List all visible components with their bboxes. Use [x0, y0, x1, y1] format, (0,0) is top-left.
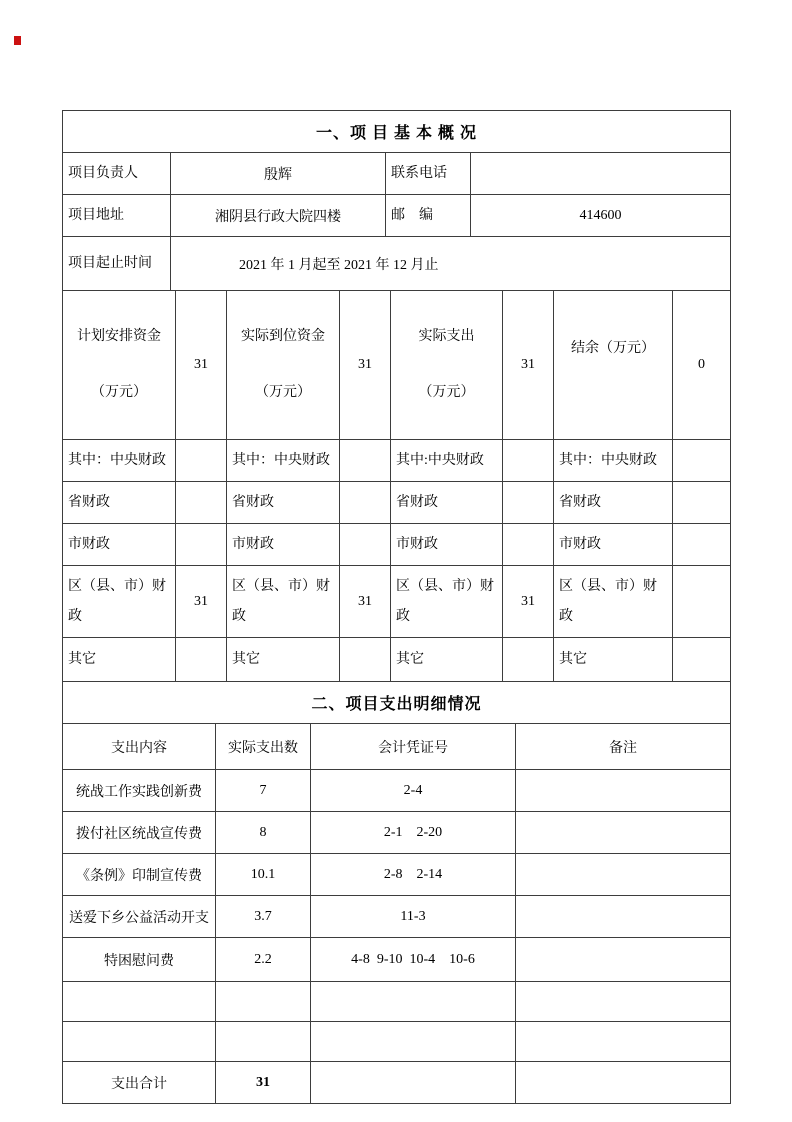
col-header-note: 备注: [516, 724, 731, 770]
provincial-finance-value: [673, 482, 731, 524]
expense-voucher: 2-1 2-20: [311, 812, 516, 854]
other-finance-label: 其它: [391, 638, 503, 682]
central-finance-label: 其中：中央财政: [227, 440, 340, 482]
expense-note: [516, 938, 731, 982]
other-finance-value: [340, 638, 391, 682]
expense-item: 送爱下乡公益活动开支: [63, 896, 216, 938]
expense-note: [516, 982, 731, 1022]
section1-title-table: [62, 110, 731, 153]
section1-title-row: [63, 111, 731, 153]
central-finance-value: [673, 440, 731, 482]
other-finance-value: [673, 638, 731, 682]
postcode-label: 邮 编: [386, 195, 471, 237]
expense-amount: [216, 982, 311, 1022]
provincial-finance-label: 省财政: [391, 482, 503, 524]
expense-item: 统战工作实践创新费: [63, 770, 216, 812]
planned-funds-label: [63, 291, 176, 440]
other-finance-row: [63, 638, 731, 682]
label-line: （万元）: [255, 385, 311, 400]
phone-label: 联系电话: [386, 153, 471, 195]
provincial-finance-value: [176, 482, 227, 524]
expense-row-empty: [63, 982, 731, 1022]
expense-item: 特困慰问费: [63, 938, 216, 982]
phone-value: [471, 153, 731, 195]
expenditure-table: [62, 723, 731, 1104]
expense-voucher: 2-4: [311, 770, 516, 812]
expense-voucher: 4-8 9-10 10-4 10-6: [311, 938, 516, 982]
section2-title-row: [63, 682, 731, 724]
provincial-finance-label: 省财政: [227, 482, 340, 524]
expense-voucher: 2-8 2-14: [311, 854, 516, 896]
other-finance-value: [176, 638, 227, 682]
label-line: 计划安排资金: [77, 329, 161, 344]
project-report-table: [62, 110, 730, 1104]
period-row: [63, 237, 731, 291]
expense-amount: 3.7: [216, 896, 311, 938]
municipal-finance-label: 市财政: [391, 524, 503, 566]
district-finance-row: [63, 566, 731, 638]
balance-value: 0: [673, 291, 731, 440]
central-finance-value: [503, 440, 554, 482]
other-finance-label: 其它: [63, 638, 176, 682]
basic-info-table: [62, 152, 731, 291]
central-finance-value: [340, 440, 391, 482]
total-row: [63, 1062, 731, 1104]
expense-item: 拨付社区统战宣传费: [63, 812, 216, 854]
section2-title-table: [62, 681, 731, 724]
leader-label: 项目负责人: [63, 153, 171, 195]
balance-label: [554, 291, 673, 440]
expense-item: [63, 982, 216, 1022]
expense-note: [516, 812, 731, 854]
received-funds-value: 31: [340, 291, 391, 440]
col-header-amount: 实际支出数: [216, 724, 311, 770]
municipal-finance-label: 市财政: [63, 524, 176, 566]
municipal-finance-value: [176, 524, 227, 566]
label-line: （万元）: [91, 385, 147, 400]
provincial-finance-label: 省财政: [63, 482, 176, 524]
leader-value: 殷辉: [171, 153, 386, 195]
provincial-finance-value: [503, 482, 554, 524]
col-header-item: 支出内容: [63, 724, 216, 770]
label-line: （万元）: [418, 385, 475, 400]
funding-table: [62, 290, 731, 682]
expense-row: [63, 770, 731, 812]
section2-title: 二、项目支出明细情况: [63, 682, 731, 724]
label-line: 实际到位资金: [241, 329, 325, 344]
central-finance-value: [176, 440, 227, 482]
district-finance-value: [673, 566, 731, 638]
district-finance-label: 区（县、市）财政: [63, 566, 176, 638]
address-label: 项目地址: [63, 195, 171, 237]
expense-amount: 8: [216, 812, 311, 854]
label-line: 实际支出: [418, 329, 475, 344]
expense-amount: [216, 1022, 311, 1062]
district-finance-label: 区（县、市）财政: [391, 566, 503, 638]
municipal-finance-value: [503, 524, 554, 566]
expense-row: [63, 896, 731, 938]
expense-note: [516, 770, 731, 812]
total-amount: 31: [216, 1062, 311, 1104]
other-finance-value: [503, 638, 554, 682]
red-margin-marker: [14, 36, 21, 45]
expense-note: [516, 854, 731, 896]
other-finance-label: 其它: [554, 638, 673, 682]
municipal-finance-label: 市财政: [227, 524, 340, 566]
label-line: 结余（万元）: [571, 341, 655, 356]
expense-item: [63, 1022, 216, 1062]
expense-voucher: [311, 982, 516, 1022]
central-finance-label: 其中：中央财政: [63, 440, 176, 482]
central-finance-label: 其中：中央财政: [554, 440, 673, 482]
municipal-finance-row: [63, 524, 731, 566]
actual-expense-value: 31: [503, 291, 554, 440]
municipal-finance-value: [340, 524, 391, 566]
expense-row: [63, 854, 731, 896]
provincial-finance-label: 省财政: [554, 482, 673, 524]
expense-item: 《条例》印制宣传费: [63, 854, 216, 896]
expense-voucher: 11-3: [311, 896, 516, 938]
address-value: 湘阴县行政大院四楼: [171, 195, 386, 237]
expense-voucher: [311, 1022, 516, 1062]
expense-row: [63, 938, 731, 982]
planned-funds-value: 31: [176, 291, 227, 440]
total-label: 支出合计: [63, 1062, 216, 1104]
municipal-finance-label: 市财政: [554, 524, 673, 566]
district-finance-value: 31: [503, 566, 554, 638]
total-note: [516, 1062, 731, 1104]
central-finance-row: [63, 440, 731, 482]
provincial-finance-value: [340, 482, 391, 524]
funding-amounts-row: [63, 291, 731, 440]
period-label: 项目起止时间: [63, 237, 171, 291]
expense-amount: 10.1: [216, 854, 311, 896]
expense-note: [516, 1022, 731, 1062]
postcode-value: 414600: [471, 195, 731, 237]
expense-amount: 7: [216, 770, 311, 812]
municipal-finance-value: [673, 524, 731, 566]
expenditure-header-row: [63, 724, 731, 770]
district-finance-label: 区（县、市）财政: [554, 566, 673, 638]
district-finance-value: 31: [340, 566, 391, 638]
district-finance-label: 区（县、市）财政: [227, 566, 340, 638]
total-voucher: [311, 1062, 516, 1104]
other-finance-label: 其它: [227, 638, 340, 682]
section1-title: 一、项 目 基 本 概 况: [63, 111, 731, 153]
received-funds-label: [227, 291, 340, 440]
actual-expense-label: [391, 291, 503, 440]
expense-note: [516, 896, 731, 938]
leader-row: [63, 153, 731, 195]
address-row: [63, 195, 731, 237]
central-finance-label: 其中:中央财政: [391, 440, 503, 482]
expense-amount: 2.2: [216, 938, 311, 982]
expense-row: [63, 812, 731, 854]
provincial-finance-row: [63, 482, 731, 524]
period-value: 2021 年 1 月起至 2021 年 12 月止: [171, 237, 731, 291]
district-finance-value: 31: [176, 566, 227, 638]
expense-row-empty: [63, 1022, 731, 1062]
col-header-voucher: 会计凭证号: [311, 724, 516, 770]
